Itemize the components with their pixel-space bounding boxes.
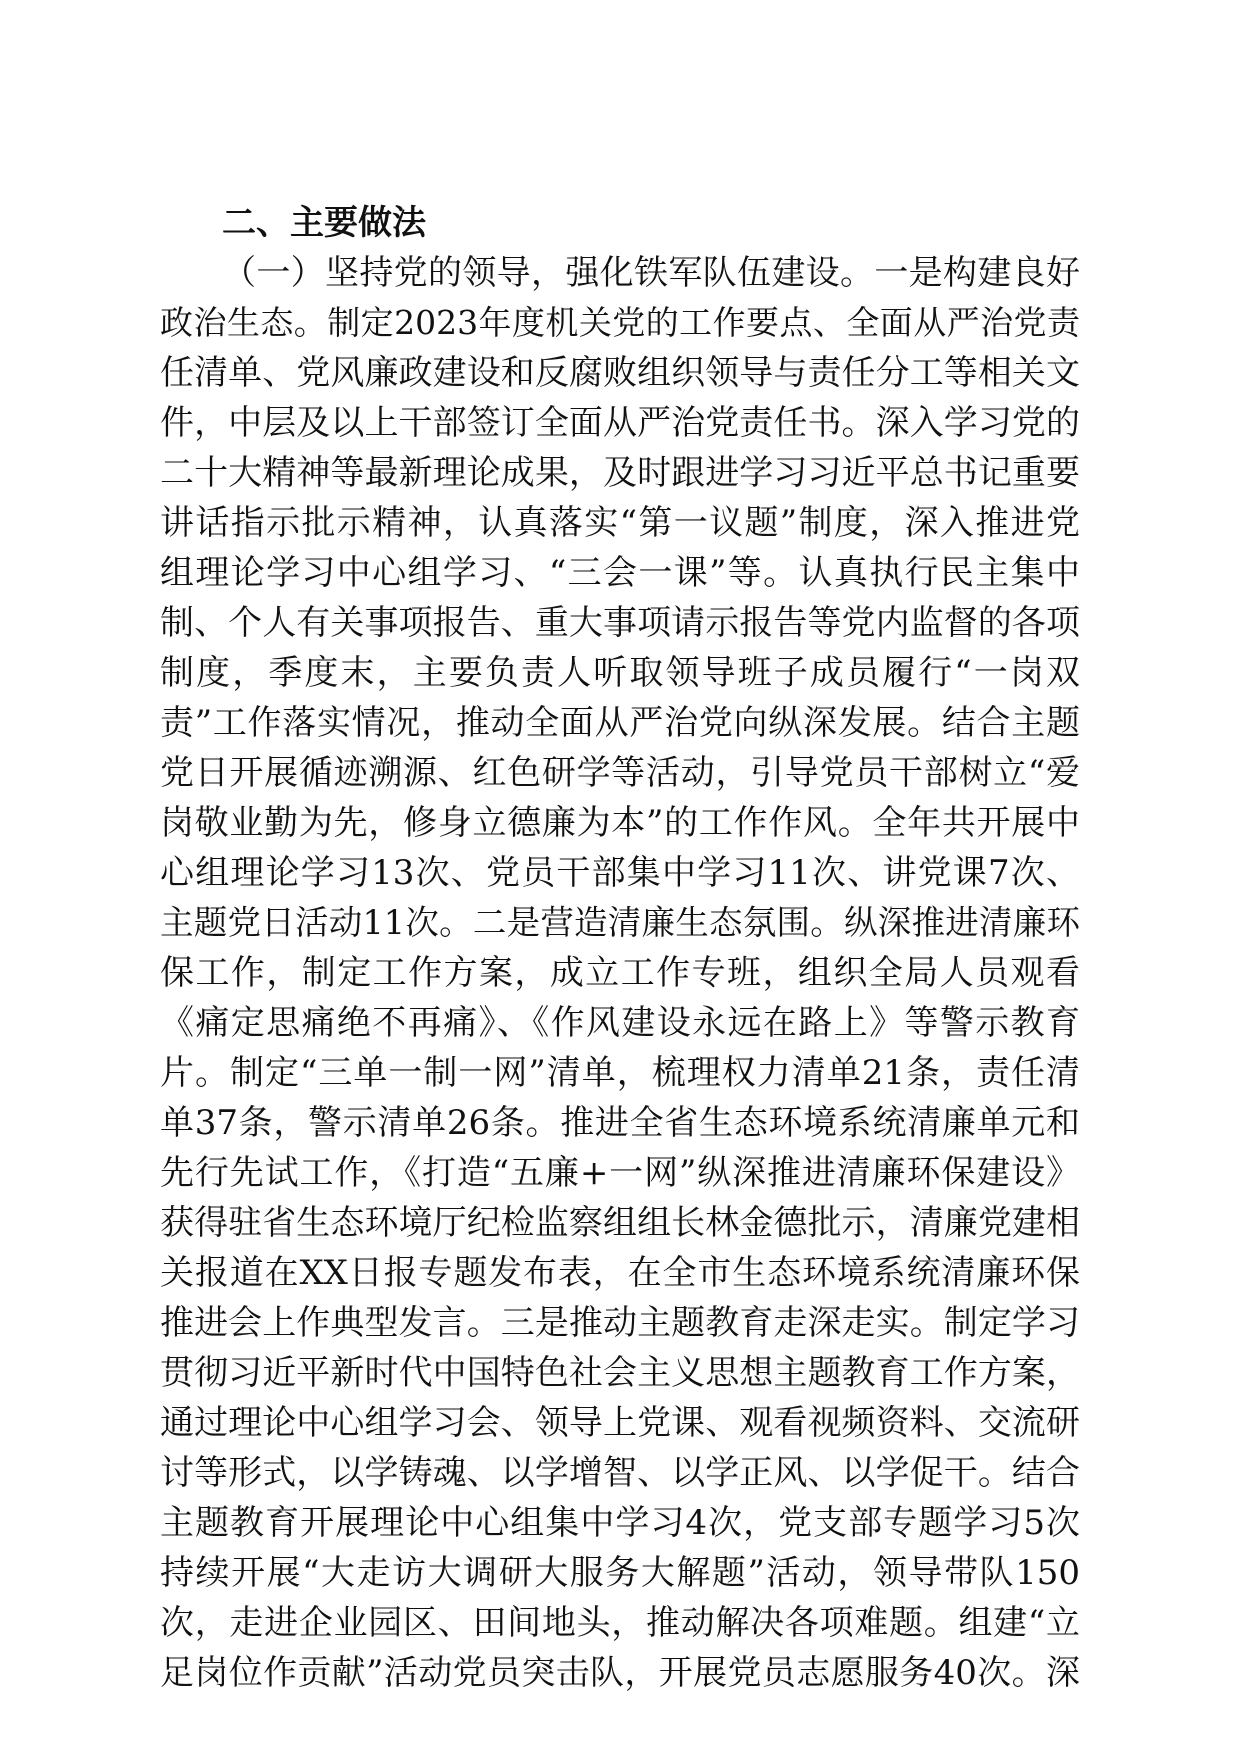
- paragraph-line: 片。制定“三单一制一网”清单，梳理权力清单21条，责任清: [160, 1053, 1080, 1093]
- paragraph-line: 获得驻省生态环境厅纪检监察组组长林金德批示，清廉党建相: [160, 1203, 1080, 1243]
- section-heading: 二、主要做法: [222, 203, 426, 243]
- paragraph-line: 任清单、党风廉政建设和反腐败组织领导与责任分工等相关文: [160, 353, 1080, 393]
- paragraph-line: 主题教育开展理论中心组集中学习4次，党支部专题学习5次: [160, 1503, 1080, 1543]
- paragraph-line: 政治生态。制定2023年度机关党的工作要点、全面从严治党责: [160, 303, 1080, 342]
- paragraph-line: 心组理论学习13次、党员干部集中学习11次、讲党课7次、: [160, 853, 1080, 893]
- paragraph-line: 党日开展循迹溯源、红色研学等活动，引导党员干部树立“爱: [160, 753, 1080, 793]
- paragraph-line: 推进会上作典型发言。三是推动主题教育走深走实。制定学习: [160, 1303, 1080, 1343]
- paragraph-line: 先行先试工作，《打造“五廉+一网”纵深推进清廉环保建设》: [160, 1153, 1081, 1193]
- paragraph-line: 讨等形式，以学铸魂、以学增智、以学正风、以学促干。结合: [160, 1453, 1080, 1493]
- paragraph-line: 讲话指示批示精神，认真落实“第一议题”制度，深入推进党: [160, 503, 1080, 543]
- paragraph-line: 主题党日活动11次。二是营造清廉生态氛围。纵深推进清廉环: [160, 903, 1080, 942]
- paragraph-line: 件，中层及以上干部签订全面从严治党责任书。深入学习党的: [160, 403, 1080, 443]
- paragraph-line: 贯彻习近平新时代中国特色社会主义思想主题教育工作方案，: [160, 1353, 1080, 1393]
- paragraph-line: 保工作，制定工作方案，成立工作专班，组织全局人员观看: [160, 953, 1080, 993]
- paragraph-line: 组理论学习中心组学习、“三会一课”等。认真执行民主集中: [160, 553, 1080, 593]
- paragraph-line: 制度，季度末，主要负责人听取领导班子成员履行“一岗双: [160, 653, 1080, 693]
- paragraph-line: 次，走进企业园区、田间地头，推动解决各项难题。组建“立: [160, 1603, 1080, 1643]
- paragraph-line: 责”工作落实情况，推动全面从严治党向纵深发展。结合主题: [160, 703, 1080, 743]
- paragraph-line: 足岗位作贡献”活动党员突击队，开展党员志愿服务40次。深: [160, 1653, 1080, 1693]
- document-body: [160, 198, 1080, 1698]
- paragraph-line: 持续开展“大走访大调研大服务大解题”活动，领导带队150: [160, 1553, 1080, 1593]
- paragraph-line: 制、个人有关事项报告、重大事项请示报告等党内监督的各项: [160, 603, 1080, 643]
- paragraph-line: 岗敬业勤为先，修身立德廉为本”的工作作风。全年共开展中: [160, 803, 1080, 843]
- paragraph-line: 关报道在XX日报专题发布表，在全市生态环境系统清廉环保: [160, 1253, 1080, 1293]
- paragraph-line: 二十大精神等最新理论成果，及时跟进学习习近平总书记重要: [160, 453, 1080, 493]
- paragraph-line: 通过理论中心组学习会、领导上党课、观看视频资料、交流研: [160, 1403, 1080, 1443]
- paragraph-line: （一）坚持党的领导，强化铁军队伍建设。一是构建良好: [222, 253, 1080, 293]
- paragraph-line: 单37条，警示清单26条。推进全省生态环境系统清廉单元和: [160, 1103, 1080, 1143]
- paragraph-line: 《痛定思痛绝不再痛》、《作风建设永远在路上》等警示教育: [160, 1003, 1080, 1043]
